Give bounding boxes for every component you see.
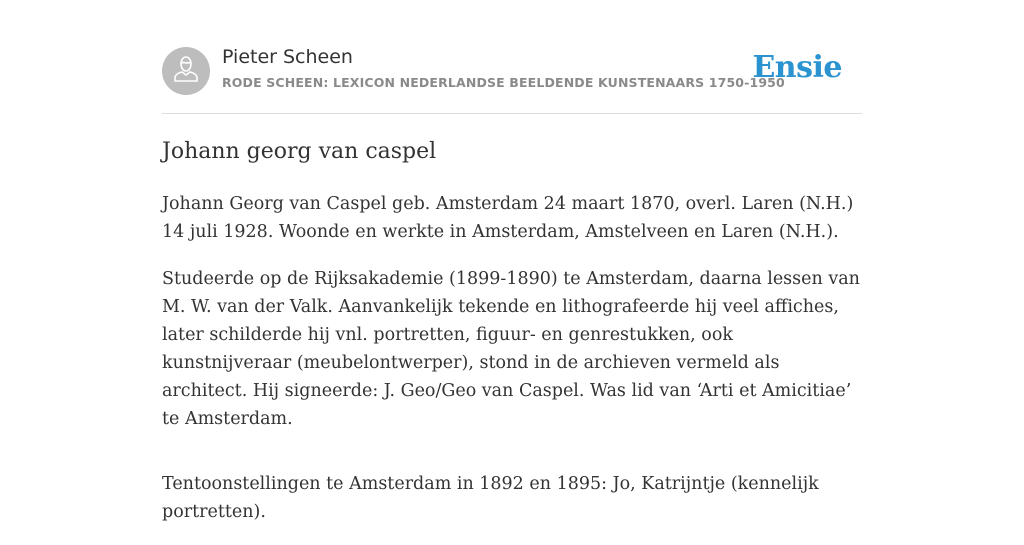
entry-body — [162, 190, 862, 545]
author-name[interactable]: Pieter Scheen — [222, 46, 353, 68]
paragraph-2: Studeerde op de Rijksakademie (1899-1890) te Amsterdam, daarna lessen van M. W. van der Valk. Aanvankelijk tekende en lithografeerde hij veel affiches, later schilderde hij vnl. portretten, figuur- en genrestukken, ook kunstnijveraar (meubelontwerper), stond in de archieven vermeld als architect. Hij signeerde: J. Geo/Geo van Caspel. Was lid van ‘Arti et Amicitiae’ te Amsterdam. — [162, 269, 860, 429]
source-name[interactable]: RODE SCHEEN: LEXICON NEDERLANDSE BEELDENDE KUNSTENAARS 1750-1950 — [222, 75, 785, 90]
paragraph-1: Johann Georg van Caspel geb. Amsterdam 24 maart 1870, overl. Laren (N.H.) 14 juli 1928. Woonde en werkte in Amsterdam, Amstelveen en Laren (N.H.). — [162, 194, 854, 242]
entry-title: Johann georg van caspel — [162, 139, 437, 164]
entry-header — [162, 0, 862, 114]
paragraph-3: Tentoonstellingen te Amsterdam in 1892 en 1895: Jo, Katrijntje (kennelijk portretten). — [162, 474, 819, 522]
ensie-logo[interactable]: Ensie — [752, 50, 842, 85]
author-avatar[interactable] — [162, 47, 210, 95]
user-icon — [173, 55, 199, 87]
entry-card — [162, 0, 862, 522]
